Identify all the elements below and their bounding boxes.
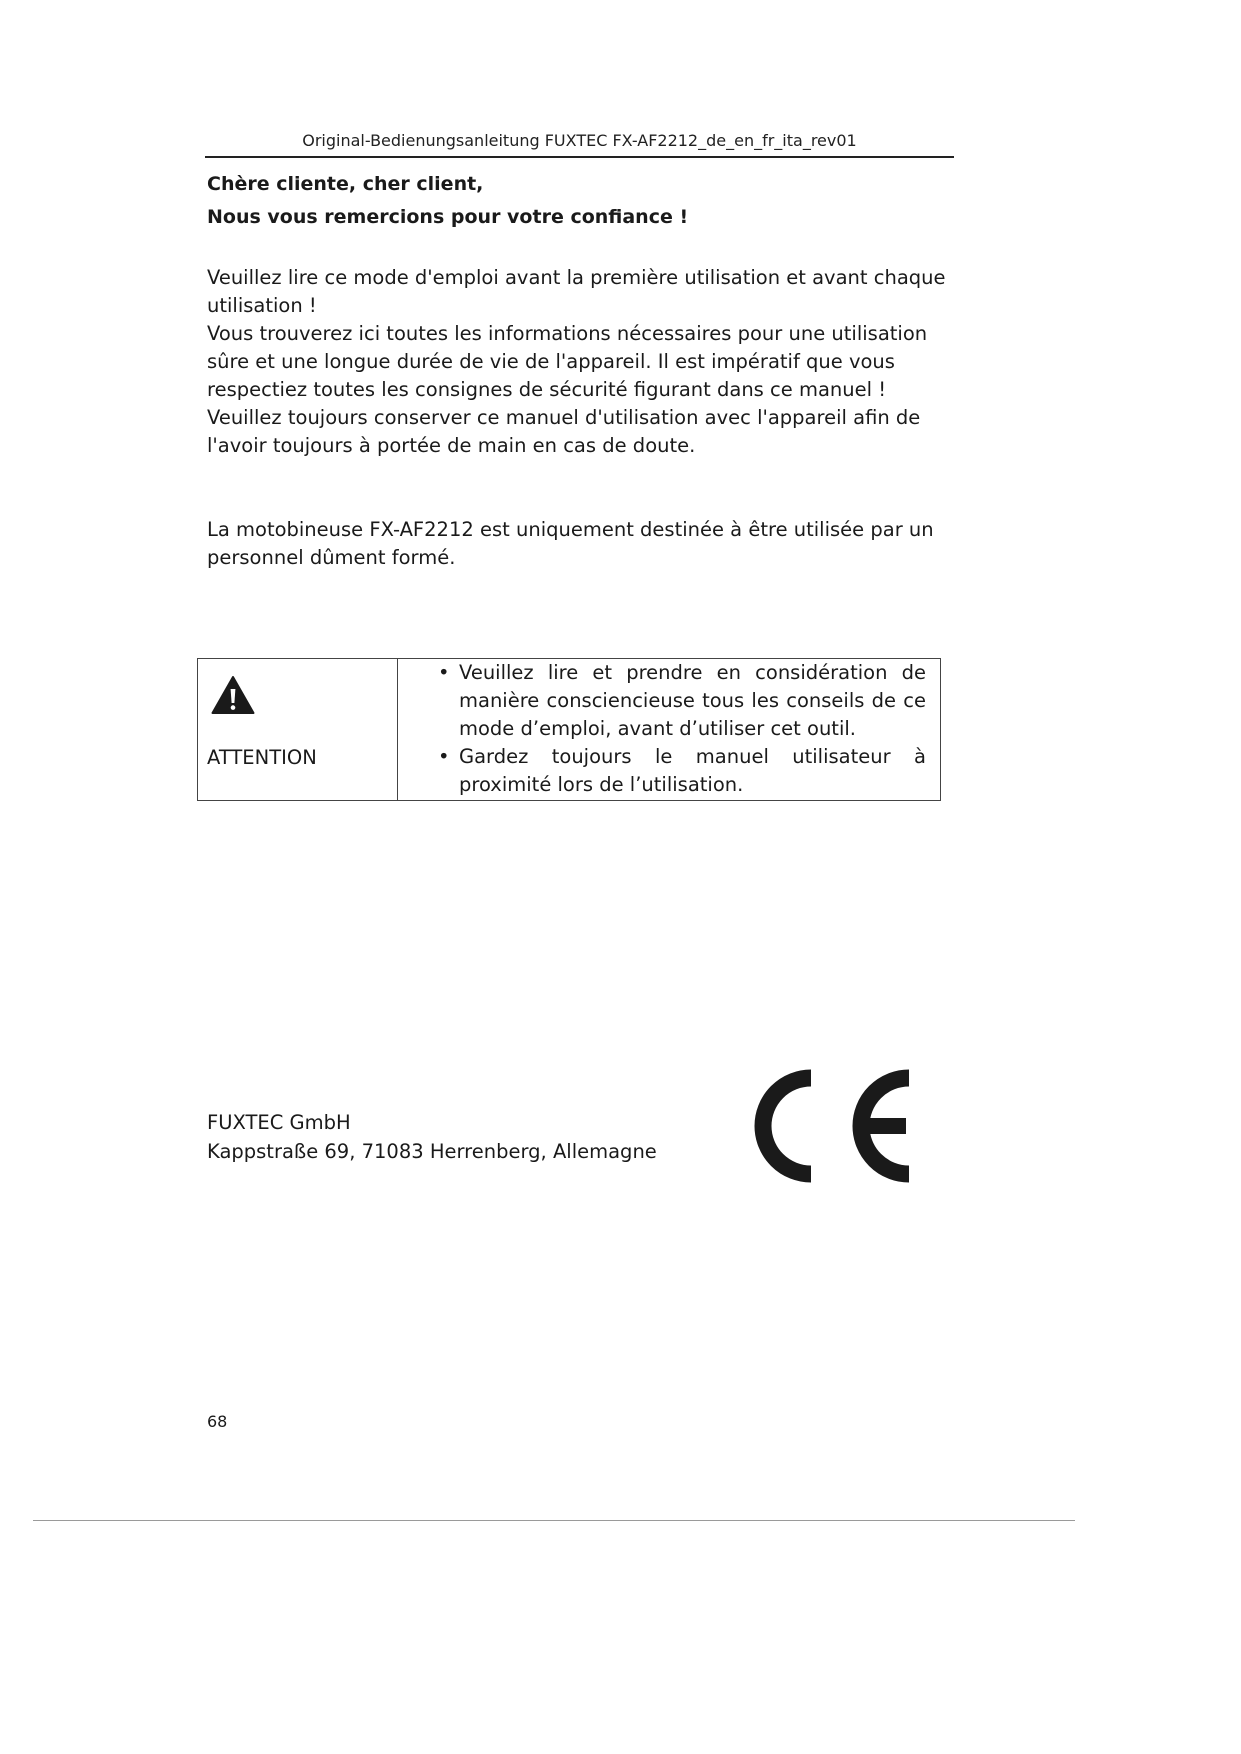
company-address: Kappstraße 69, 71083 Herrenberg, Allemagne: [207, 1140, 657, 1163]
warning-list: [438, 659, 926, 799]
warning-label: ATTENTION: [207, 746, 317, 769]
warning-triangle-icon: [211, 675, 255, 715]
intro-paragraph-1: Veuillez lire ce mode d'emploi avant la première utilisation et avant chaque utilisation !: [207, 266, 946, 317]
intro-section: [207, 264, 952, 460]
company-block: [207, 1108, 657, 1166]
warning-label-cell: [198, 659, 398, 801]
warning-box: [197, 658, 941, 801]
footer-divider: [33, 1520, 1075, 1521]
header-divider: [205, 156, 954, 158]
intro-paragraph-2: Vous trouverez ici toutes les informations nécessaires pour une utilisation sûre et une longue durée de vie de l'appareil. Il est impératif que vous respectiez toutes les consignes de sécurité figurant dans ce manuel !: [207, 322, 928, 401]
ce-mark-icon: [744, 1065, 914, 1187]
warning-item: • Gardez toujours le manuel utilisateur à proximité lors de l’utilisation.: [438, 743, 926, 799]
warning-text-cell: [398, 659, 941, 801]
greeting-line-2: Nous vous remercions pour votre confiance !: [207, 206, 689, 228]
page-number: 68: [207, 1412, 228, 1431]
warning-item: • Veuillez lire et prendre en considération de manière consciencieuse tous les conseils de ce mode d’emploi, avant d’utiliser cet outil.: [438, 659, 926, 743]
running-header: Original-Bedienungsanleitung FUXTEC FX-AF2212_de_en_fr_ita_rev01: [302, 131, 857, 150]
usage-note: La motobineuse FX-AF2212 est uniquement destinée à être utilisée par un personnel dûment formé.: [207, 518, 934, 569]
intro-paragraph-3: Veuillez toujours conserver ce manuel d'utilisation avec l'appareil afin de l'avoir toujours à portée de main en cas de doute.: [207, 406, 921, 457]
company-name: FUXTEC GmbH: [207, 1111, 351, 1134]
greeting-line-1: Chère cliente, cher client,: [207, 173, 484, 195]
